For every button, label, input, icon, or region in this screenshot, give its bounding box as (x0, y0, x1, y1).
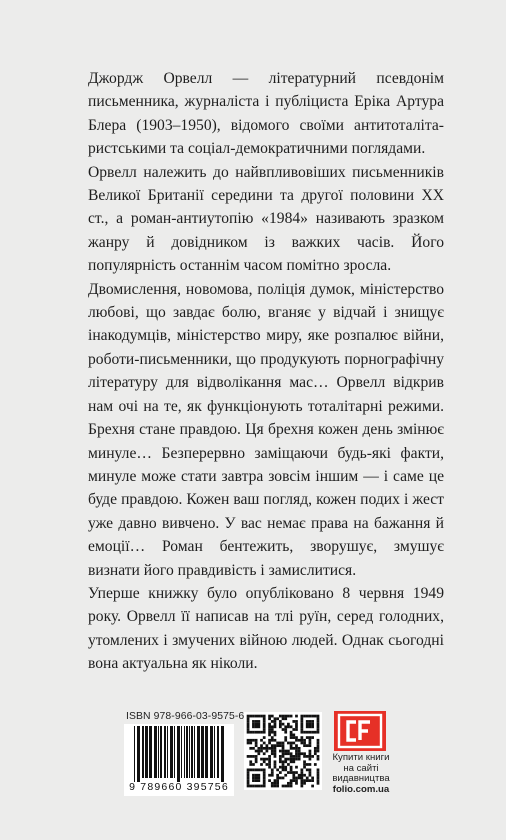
buy-online-text (322, 753, 400, 795)
buy-line-2: на сайті (343, 762, 379, 774)
paragraph-2: Орвелл належить до найвпливовіших письменників Великої Британії середини та другої половини XX ст., а роман-антиутопію «1984» називають зразком жанру й довідником із важких часів. Його популярність останнім часом помітно зросла. (88, 163, 444, 275)
barcode (124, 724, 234, 796)
annotation-text (88, 67, 444, 676)
paragraph-4: Уперше книжку було опубліковано 8 червня 1949 року. Орвелл її написав на тлі руїн, серед голодних, утомлених і змучених війною людей. Однак сьогодні вона актуальна як ніколи. (88, 584, 444, 673)
isbn-label: ISBN 978-966-03-9575-6 (126, 711, 245, 722)
paragraph-3: Двомислення, новомова, поліція думок, міністерство любові, що завдає болю, вганяє у відчай і знищує інакодумців, міністерство миру, яке розпалює війни, роботи-письменники, що продукують порнографічну літературу для відволікання мас… Орвелл відкрив нам очі на те, як функціонують тоталітарні режими. Брехня стане правдою. Ця брехня кожен день змінює минуле… Безперервно заміщаючи будь-які факти, минуле може стати завтра зовсім іншим — і саме це буде правдою. Кожен ваш погляд, кожен подих і жест уже давно вивчено. У вас немає права на бажання й емоції… Роман бентежить, зворушує, змушує визнати його правдивість і замислитися. (88, 280, 444, 579)
publisher-logo-icon (334, 711, 386, 751)
buy-line-3: видавництва (332, 773, 390, 785)
barcode-number: 9 789660 395756 (129, 781, 229, 793)
publisher-url-link[interactable]: folio.com.ua (332, 783, 390, 795)
buy-line-1: Купити книги (332, 752, 390, 763)
barcode-bars (132, 726, 226, 782)
paragraph-1: Джордж Орвелл — літературний псевдонім письменника, журналіста і публіциста Еріка Артура Блера (1903–1950), відомого своїми антитоталітаристськими та соціал-демократичними поглядами. (88, 70, 444, 158)
qr-code-icon[interactable] (244, 712, 322, 790)
